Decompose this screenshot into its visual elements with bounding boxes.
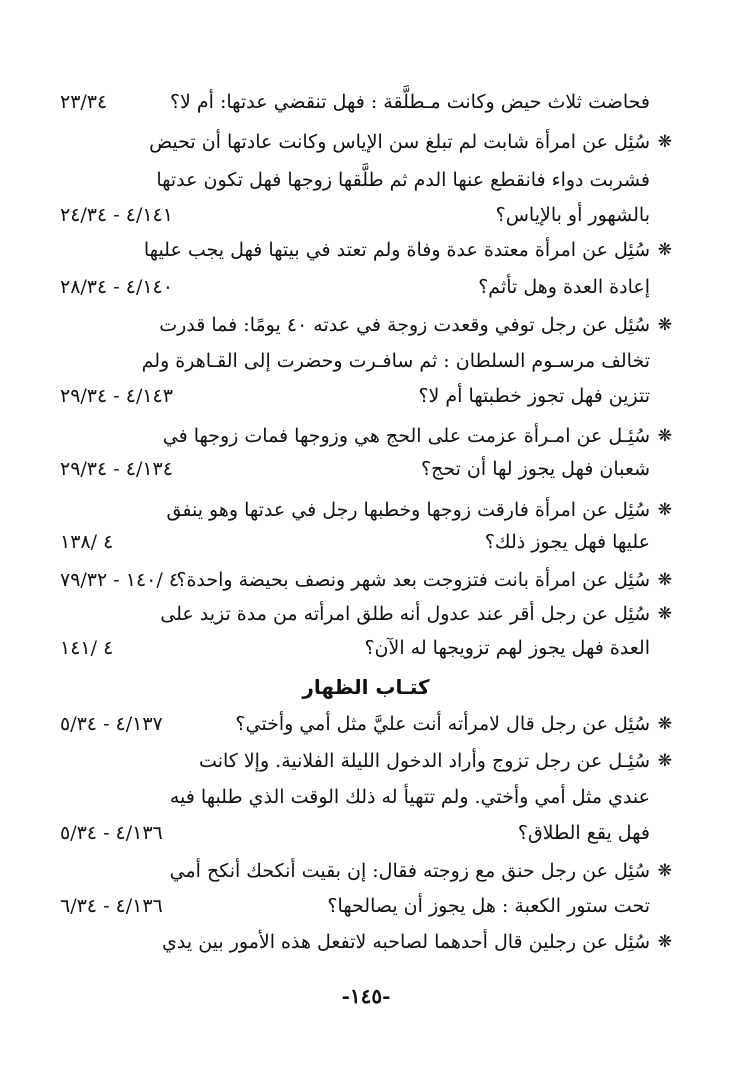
text-line	[0, 743, 732, 779]
line-text: فحاضت ثلاث حيض وكانت مـطلَّقة : فهل تنقضي عدتها: أم لا؟	[169, 91, 650, 113]
line-text: سُئِل عن امرأة بانت فتزوجت بعد شهر ونصف بحيضة واحدة؟	[176, 569, 650, 591]
line-text: إعادة العدة وهل تأثم؟	[478, 276, 650, 298]
line-text: سُئِل عن امرأة معتدة عدة وفاة ولم تعتد في بيتها فهل يجب عليها	[143, 239, 650, 261]
reference-number: ٢٣/٣٤	[60, 91, 108, 113]
text-line	[0, 779, 732, 815]
reference-number: ٤ /١٤١	[60, 637, 114, 659]
reference-number: ٤/١٣٦ - ٥/٣٤	[60, 822, 163, 844]
text-line	[0, 269, 732, 305]
text-line	[0, 596, 732, 632]
text-line	[0, 853, 732, 889]
line-text: سُئِل عن رجل قال لامرأته أنت عليَّ مثل أمي وأختي؟	[235, 713, 650, 735]
line-text: فشربت دواء فانقطع عنها الدم ثم طلَّقها زوجها فهل تكون عدتها	[156, 169, 650, 191]
text-line	[0, 307, 732, 343]
line-text: بالشهور أو بالإياس؟	[495, 204, 650, 226]
reference-number: ٤/١٣٧ - ٥/٣٤	[60, 713, 163, 735]
text-line	[0, 343, 732, 379]
reference-number: ٤/١٣٤ - ٢٩/٣٤	[60, 458, 173, 480]
line-text: سُئِل عن رجل توفي وقعدت زوجة في عدته ٤٠ يومًا: فما قدرت	[159, 314, 650, 336]
line-text: العدة فهل يجوز لهم تزويجها له الآن؟	[364, 637, 650, 659]
line-text: سُئِل عن امرأة فارقت زوجها وخطبها رجل في عدتها وهو ينفق	[166, 499, 650, 521]
reference-number: ٤ /١٤٠ - ٧٩/٣٢	[60, 569, 180, 591]
reference-number: ٤/١٣٦ - ٦/٣٤	[60, 895, 163, 917]
line-text: فهل يقع الطلاق؟	[517, 822, 650, 844]
text-line	[0, 197, 732, 233]
text-line	[0, 162, 732, 198]
bullet-star-icon: ❋	[657, 751, 672, 771]
text-line	[0, 924, 732, 960]
reference-number: ٤/١٤٣ - ٢٩/٣٤	[60, 385, 173, 407]
line-text: سُئِل عن امرأة شابت لم تبلغ سن الإياس وكانت عادتها أن تحيض	[149, 131, 650, 153]
line-text: عليها فهل يجوز ذلك؟	[484, 531, 650, 553]
text-line	[0, 630, 732, 666]
line-text: شعبان فهل يجوز لها أن تحج؟	[420, 458, 650, 480]
line-text: سُئِـل عن امـرأة عزمت على الحج هي وزوجها فمات زوجها في	[162, 425, 650, 447]
line-text: تخالف مرسـوم السلطان : ثم سافـرت وحضرت إلى القـاهرة ولم	[141, 350, 650, 372]
line-text: سُئِـل عن رجل تزوج وأراد الدخول الليلة الفلانية. وإلا كانت	[199, 750, 650, 772]
bullet-star-icon: ❋	[657, 570, 672, 590]
text-line	[0, 815, 732, 851]
text-line	[0, 84, 732, 120]
bullet-star-icon: ❋	[657, 240, 672, 260]
reference-number: ٤ /١٣٨	[60, 531, 114, 553]
line-text: سُئِل عن رجل حنق مع زوجته فقال: إن بقيت أنكحك أنكح أمي	[169, 860, 650, 882]
line-text: تحت ستور الكعبة : هل يجوز أن يصالحها؟	[327, 895, 650, 917]
reference-number: ٤/١٤١ - ٢٤/٣٤	[60, 204, 173, 226]
text-line	[0, 492, 732, 528]
line-text: سُئِل عن رجلين قال أحدهما لصاحبه لاتفعل هذه الأمور بين يدي	[162, 931, 650, 953]
line-text: تتزين فهل تجوز خطبتها أم لا؟	[418, 385, 650, 407]
text-line	[0, 124, 732, 160]
line-text: سُئِل عن رجل أقر عند عدول أنه طلق امرأته من مدة تزيد على	[160, 603, 650, 625]
text-line	[0, 706, 732, 742]
page-number: -١٤٥-	[341, 984, 391, 1008]
bullet-star-icon: ❋	[657, 500, 672, 520]
section-heading: كتـاب الظهار	[302, 675, 430, 699]
bullet-star-icon: ❋	[657, 604, 672, 624]
bullet-star-icon: ❋	[657, 315, 672, 335]
bullet-star-icon: ❋	[657, 426, 672, 446]
line-text: عندي مثل أمي وأختي. ولم تتهيأ له ذلك الوقت الذي طلبها فيه	[169, 786, 650, 808]
text-line	[0, 232, 732, 268]
text-line	[0, 562, 732, 598]
bullet-star-icon: ❋	[657, 714, 672, 734]
reference-number: ٤/١٤٠ - ٢٨/٣٤	[60, 276, 173, 298]
text-line	[0, 378, 732, 414]
bullet-star-icon: ❋	[657, 132, 672, 152]
bullet-star-icon: ❋	[657, 932, 672, 952]
text-line	[0, 524, 732, 560]
text-line	[0, 418, 732, 454]
bullet-star-icon: ❋	[657, 861, 672, 881]
text-line	[0, 451, 732, 487]
text-line	[0, 888, 732, 924]
